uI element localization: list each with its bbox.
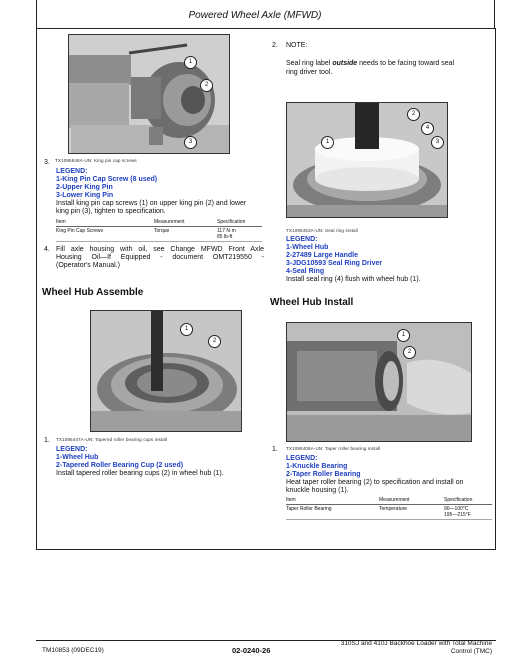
spec-value: 90—100°C — [444, 506, 469, 512]
footer-page-number: 02-0240-26 — [232, 646, 271, 655]
callout-1: 1 — [180, 323, 193, 336]
legend-title: LEGEND: — [286, 236, 318, 243]
step-number: 1. — [272, 446, 278, 453]
axle-kingpin-photo — [68, 34, 230, 154]
photo-caption: TX1095453A-UN: Seal ring install — [286, 228, 358, 233]
section-title: Wheel Hub Assemble — [42, 287, 144, 298]
photo-caption: TX1095406A-UN: Taper roller bearing install — [286, 446, 381, 451]
note-text: ring driver tool. — [286, 69, 333, 76]
legend-item: 3-Lower King Pin — [56, 192, 114, 199]
bearing-install-illustration — [287, 323, 471, 441]
wheel-hub-illustration — [91, 311, 241, 431]
page-title: Powered Wheel Axle (MFWD) — [188, 10, 322, 21]
callout-3: 3 — [184, 136, 197, 149]
spec-header-measurement: Measurement — [379, 497, 444, 505]
footer-title-line2: Control (TMC) — [450, 648, 492, 655]
step-text: king pin (3), tighten to specification. — [56, 208, 166, 215]
callout-2: 2 — [403, 346, 416, 359]
legend-item: 2-27489 Large Handle — [286, 252, 358, 259]
footer-title — [302, 640, 492, 656]
callout-4: 4 — [421, 122, 434, 135]
step-text: Fill axle housing with oil, see Change MFWD Front Axle — [56, 246, 264, 253]
legend-title: LEGEND: — [56, 168, 88, 175]
axle-illustration — [69, 35, 229, 153]
step-text: Housing Oil—If Equipped - document OMT219550 - — [56, 254, 264, 261]
callout-1: 1 — [184, 56, 197, 69]
spec-table — [286, 497, 492, 520]
note-text-emphasis: outside — [332, 60, 358, 67]
bearing-install-photo — [286, 322, 472, 442]
step-text: Install seal ring (4) flush with wheel hub (1). — [286, 276, 421, 283]
step-number: 1. — [44, 437, 50, 444]
callout-2: 2 — [208, 335, 221, 348]
legend-item: 2-Taper Roller Bearing — [286, 471, 361, 478]
wheel-hub-cup-photo — [90, 310, 242, 432]
spec-cell-item: Taper Roller Bearing — [286, 505, 379, 520]
spec-value: 195—215°F — [444, 512, 471, 518]
spec-value: 85 lb-ft — [217, 234, 233, 240]
step-number: 2. — [272, 42, 278, 49]
spec-cell-specification — [217, 227, 262, 242]
legend-item: 4-Seal Ring — [286, 268, 325, 275]
spec-header-specification: Specification — [217, 219, 262, 227]
spec-cell-measurement: Temperature — [379, 505, 444, 520]
footer-title-line1: 310SJ and 410J Backhoe Loader with Total Machine — [340, 640, 492, 647]
spec-value: 117 N·m — [217, 228, 236, 234]
spec-header-measurement: Measurement — [154, 219, 217, 227]
photo-caption: TX1095447A-UN: Tapered roller bearing cups install — [56, 437, 168, 442]
step-text: Install tapered roller bearing cups (2) in wheel hub (1). — [56, 470, 224, 477]
step-text: Install king pin cap screws (1) on upper king pin (2) and lower — [56, 200, 247, 207]
seal-ring-photo — [286, 102, 448, 218]
legend-item: 1-Wheel Hub — [56, 454, 99, 461]
section-title: Wheel Hub Install — [270, 297, 354, 308]
legend-title: LEGEND: — [56, 446, 88, 453]
step-number: 3. — [44, 159, 50, 166]
step-text: knuckle housing (1). — [286, 487, 349, 494]
step-text: Heat taper roller bearing (2) to specification and install on — [286, 479, 464, 486]
spec-header-item: Item — [56, 219, 154, 227]
step-text: (Operator's Manual.) — [56, 262, 120, 269]
spec-cell-measurement: Torque — [154, 227, 217, 242]
seal-ring-illustration — [287, 103, 447, 217]
footer-doc-id: TM10853 (09DEC19) — [42, 647, 104, 654]
spec-cell-item: King Pin Cap Screws — [56, 227, 154, 242]
spec-header-specification: Specification — [444, 497, 492, 505]
legend-title: LEGEND: — [286, 455, 318, 462]
legend-item: 1-Wheel Hub — [286, 244, 329, 251]
callout-1: 1 — [321, 136, 334, 149]
callout-2: 2 — [200, 79, 213, 92]
legend-item: 1-King Pin Cap Screw (8 used) — [56, 176, 158, 183]
legend-item: 3-JDG10593 Seal Ring Driver — [286, 260, 383, 267]
callout-2: 2 — [407, 108, 420, 121]
note-text — [286, 60, 492, 68]
note-text-a: Seal ring label — [286, 60, 333, 67]
callout-1: 1 — [397, 329, 410, 342]
note-text-c: needs to be facing toward seal — [357, 60, 455, 67]
legend-item: 1-Knuckle Bearing — [286, 463, 348, 470]
spec-cell-specification — [444, 505, 492, 520]
step-number: 4. — [44, 246, 50, 253]
callout-3: 3 — [431, 136, 444, 149]
spec-header-item: Item — [286, 497, 379, 505]
legend-item: 2-Upper King Pin — [56, 184, 113, 191]
photo-caption: TX1095848A-UN: King pin cap screws — [55, 158, 137, 163]
legend-item: 2-Tapered Roller Bearing Cup (2 used) — [56, 462, 184, 469]
note-label: NOTE: — [286, 42, 308, 49]
spec-table — [56, 219, 262, 242]
